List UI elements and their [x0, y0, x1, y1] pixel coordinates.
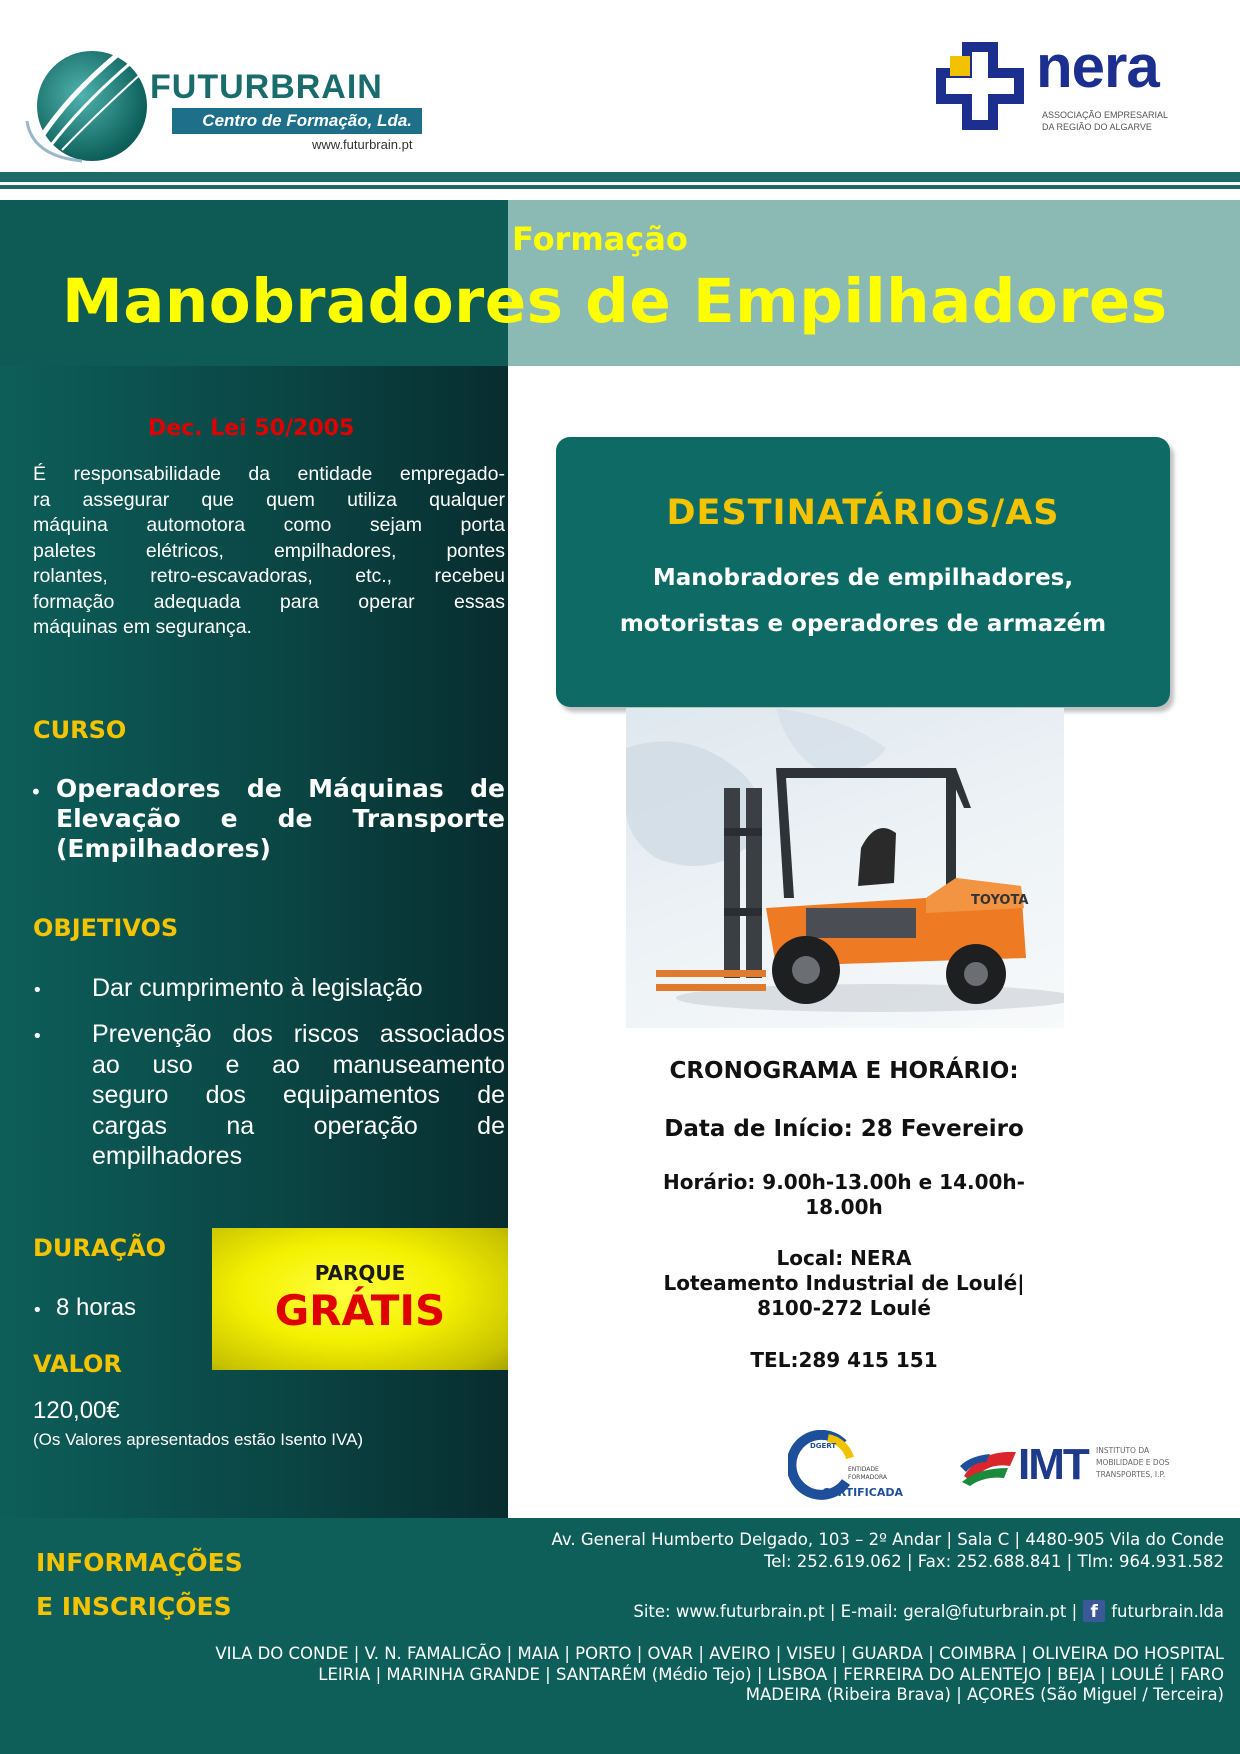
schedule-heading: CRONOGRAMA E HORÁRIO: [669, 1058, 1019, 1084]
footer-phones: Tel: 252.619.062 | Fax: 252.688.841 | Tlm: 964.931.582 [763, 1552, 1224, 1571]
title-kicker: Formação [512, 220, 688, 258]
objetivo-item-1: Dar cumprimento à legislação [92, 974, 423, 1002]
futurbrain-name: FUTURBRAIN [150, 68, 383, 106]
footer-locations [14, 1644, 1224, 1706]
imt-line-2: MOBILIDADE E DOS [1096, 1458, 1170, 1467]
dgert-cert: CERTIFICADA [822, 1486, 903, 1499]
objetivo-line: empilhadores [92, 1142, 243, 1170]
nera-subtitle-1: ASSOCIAÇÃO EMPRESARIAL [1042, 110, 1169, 120]
intro-line: ra assegurar que quem utiliza qualquer [33, 488, 505, 511]
objetivo-line: cargas na operação de [92, 1111, 505, 1140]
intro-line: paletes elétricos, empilhadores, pontes [33, 539, 505, 562]
curso-line: Operadores de Máquinas de [56, 774, 505, 803]
footer-contact [633, 1600, 1224, 1622]
imt-name: IMT [1018, 1440, 1088, 1489]
footer-site-email[interactable]: Site: www.futurbrain.pt | E-mail: geral@futurbrain.pt | [633, 1601, 1078, 1621]
intro-text [33, 462, 505, 641]
valor-heading: VALOR [33, 1350, 122, 1378]
law-reference: Dec. Lei 50/2005 [148, 416, 355, 441]
schedule-start: Data de Início: 28 Fevereiro [664, 1116, 1024, 1142]
objetivos-heading: OBJETIVOS [33, 914, 179, 942]
destinatarios-heading: DESTINATÁRIOS/AS [666, 493, 1060, 533]
footer-info-2: E INSCRIÇÕES [36, 1592, 232, 1621]
page-title: Manobradores de Empilhadores [62, 266, 1168, 337]
footer-locations-line: VILA DO CONDE | V. N. FAMALICÃO | MAIA | PORTO | OVAR | AVEIRO | VISEU | GUARDA | COIMBRA | OLIVEIRA DO HOSPITAL [215, 1644, 1224, 1663]
objetivo-line: seguro dos equipamentos de [92, 1081, 505, 1109]
imt-line-1: INSTITUTO DA [1096, 1446, 1150, 1455]
forklift-image [626, 708, 1064, 1028]
curso-heading: CURSO [33, 716, 127, 744]
destinatarios-box [556, 437, 1170, 707]
duracao-value: 8 horas [56, 1294, 137, 1321]
imt-logo [960, 1440, 1190, 1500]
intro-line: formação adequada para operar essas [33, 590, 505, 613]
forklift-icon [626, 708, 1064, 1028]
footer-facebook[interactable]: futurbrain.lda [1111, 1601, 1224, 1621]
objetivo-bullet-icon: • [32, 980, 43, 1001]
schedule-local-line: Loteamento Industrial de Loulé| [663, 1271, 1025, 1295]
curso-line: Elevação e de Transporte [56, 804, 505, 833]
futurbrain-logo [22, 16, 442, 166]
destinatarios-line-2: motoristas e operadores de armazém [619, 611, 1107, 637]
nera-name: nera [1036, 33, 1159, 100]
facebook-icon[interactable]: f [1083, 1600, 1105, 1622]
footer-locations-line: MADEIRA (Ribeira Brava) | AÇORES (São Miguel / Terceira) [745, 1685, 1224, 1704]
nera-cross-icon [932, 38, 1028, 134]
dgert-top: DGERT [810, 1442, 837, 1450]
parque-value: GRÁTIS [274, 1286, 446, 1335]
parque-label: PARQUE [314, 1261, 406, 1285]
curso-bullet-icon: • [30, 780, 42, 804]
imt-line-3: TRANSPORTES, I.P. [1096, 1470, 1166, 1479]
curso-line: (Empilhadores) [56, 834, 271, 863]
destinatarios-line-1: Manobradores de empilhadores, [652, 565, 1074, 591]
dgert-line-1: ENTIDADE [848, 1466, 879, 1473]
nera-logo [932, 33, 1202, 138]
forklift-brand: TOYOTA [971, 893, 1029, 908]
curso-item [56, 774, 505, 864]
objetivo-line: ao uso e ao manuseamento [92, 1050, 505, 1079]
schedule-local [556, 1246, 1132, 1321]
footer-info-1: INFORMAÇÕES [36, 1548, 243, 1577]
footer-address: Av. General Humberto Delgado, 103 – 2º Andar | Sala C | 4480-905 Vila do Conde [551, 1530, 1224, 1549]
imt-flag-icon [960, 1446, 1018, 1486]
schedule-local-line: Local: NERA [776, 1246, 912, 1270]
header [0, 0, 1240, 170]
header-divider-thin [0, 185, 1240, 189]
footer-locations-line: LEIRIA | MARINHA GRANDE | SANTARÉM (Médio Tejo) | LISBOA | FERREIRA DO ALENTEJO | BEJA | LOULÉ | FARO [318, 1664, 1224, 1684]
schedule-local-line: 8100-272 Loulé [757, 1296, 931, 1320]
schedule-hours-line: 18.00h [805, 1195, 883, 1219]
dgert-line-2: FORMADORA [848, 1474, 887, 1481]
objetivo-line: Prevenção dos riscos associados [92, 1020, 505, 1048]
schedule-tel: TEL:289 415 151 [750, 1348, 938, 1372]
objetivo-item-2 [92, 1019, 505, 1172]
valor-note: (Os Valores apresentados estão Isento IVA) [33, 1430, 364, 1449]
nera-subtitle-2: DA REGIÃO DO ALGARVE [1042, 122, 1152, 132]
schedule-hours-line: Horário: 9.00h-13.00h e 14.00h- [663, 1170, 1025, 1194]
valor-value: 120,00€ [33, 1397, 120, 1424]
intro-line: rolantes, retro-escavadoras, etc., recebeu [33, 565, 505, 587]
schedule-hours [556, 1170, 1132, 1220]
intro-line: máquina automotora como sejam porta [33, 514, 505, 536]
header-divider [0, 172, 1240, 182]
objetivo-bullet-icon: • [32, 1026, 43, 1047]
futurbrain-subtitle: Centro de Formação, Lda. [172, 108, 422, 134]
duracao-bullet-icon: • [32, 1300, 43, 1321]
intro-line: máquinas em segurança. [33, 616, 252, 638]
futurbrain-site: www.futurbrain.pt [312, 137, 413, 152]
duracao-heading: DURAÇÃO [33, 1234, 167, 1262]
parque-gratis-badge [212, 1228, 508, 1370]
intro-line: É responsabilidade da entidade empregado- [33, 463, 505, 485]
dgert-logo [788, 1430, 908, 1502]
footer [0, 1518, 1240, 1754]
